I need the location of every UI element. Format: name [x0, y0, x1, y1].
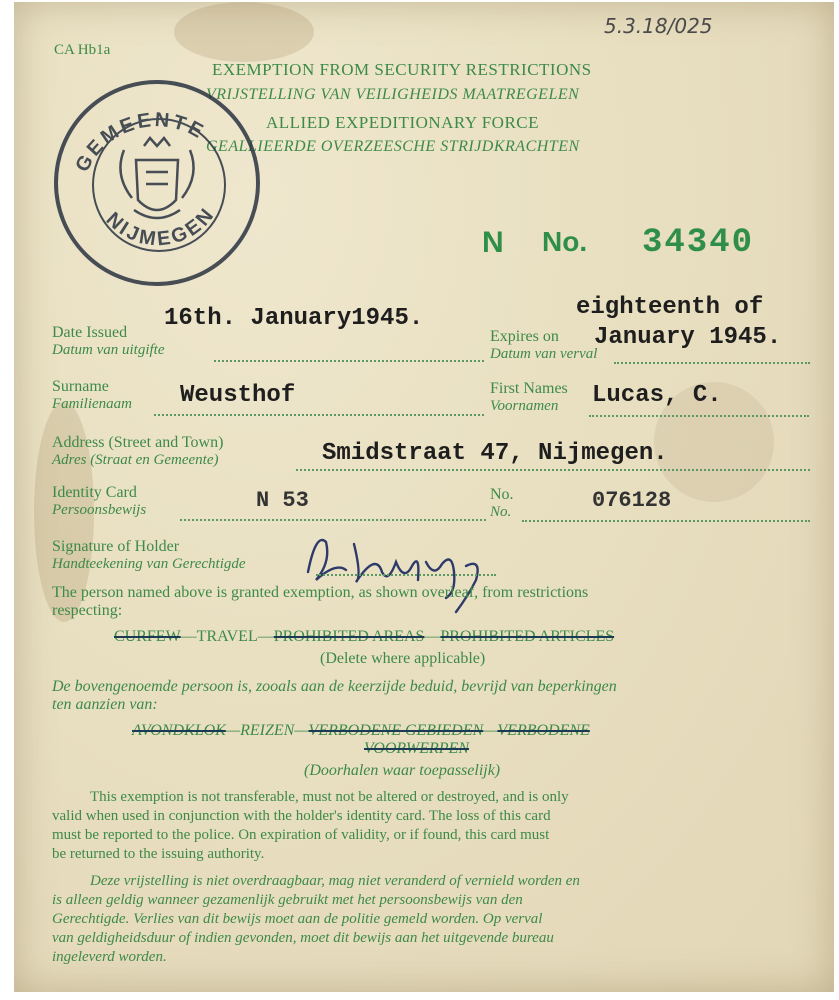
stamp-top-text: GEMEENTE: [71, 108, 210, 176]
first-names-label-en: First Names: [490, 380, 568, 397]
signature-label-nl: Handteekening van Gerechtigde: [52, 556, 246, 572]
serial-number: 34340: [642, 224, 755, 262]
terms-en-line: valid when used in conjunction with the holder's identity card. The loss of this card: [52, 808, 551, 824]
restriction-verbodene-gebieden: VERBODENE GEBIEDEN: [308, 722, 484, 739]
terms-en-line: This exemption is not transferable, must not be altered or destroyed, and is only: [90, 789, 569, 805]
terms-nl-line: Gerechtigde. Verlies van dit bewijs moet aan de politie gemeld worden. Op verval: [52, 911, 543, 927]
stamp-svg: [54, 80, 260, 286]
terms-nl-line: is alleen geldig wanneer gezamenlijk gebruikt met het persoonsbewijs van den: [52, 892, 523, 908]
terms-en-line: must be reported to the police. On expiration of validity, or if found, this card must: [52, 827, 550, 843]
signature-line: [316, 574, 496, 576]
surname-value: Weusthof: [180, 382, 296, 409]
force-nl: GEALLIEERDE OVERZEESCHE STRIJDKRACHTEN: [206, 138, 580, 155]
expires-value-line2: January 1945.: [594, 324, 782, 351]
date-issued-line: [214, 360, 484, 362]
surname-label-nl: Familienaam: [52, 396, 132, 412]
granted-text-line1: The person named above is granted exemption, as shown overleaf, from restrictions: [52, 584, 589, 601]
address-line: [296, 469, 810, 471]
id-no-label-en: No.: [490, 486, 514, 503]
municipal-stamp: [54, 80, 260, 286]
coat-of-arms-icon: [120, 138, 193, 218]
id-no-label-nl: No.: [490, 504, 512, 520]
restriction-verbodene: VERBODENE: [497, 722, 590, 739]
identity-label-nl: Persoonsbewijs: [52, 502, 147, 518]
terms-nl-line: van geldigheidsduur of indien gevonden, moet dit bewijs aan het uitgevende bureau: [52, 930, 554, 946]
restriction-travel: TRAVEL: [196, 628, 258, 645]
restriction-prohibited-articles: PROHIBITED ARTICLES: [440, 628, 615, 645]
id-no-line: [522, 520, 810, 522]
restriction-reizen: REIZEN: [240, 722, 295, 739]
restrictions-nl: AVONDKLOK—REIZEN—VERBODENE GEBIEDEN—VERBODENE: [132, 722, 590, 739]
force-en: ALLIED EXPEDITIONARY FORCE: [266, 113, 540, 132]
svg-text:GEMEENTE: [71, 109, 209, 176]
date-issued-value: 16th. January1945.: [164, 305, 424, 332]
identity-value: N 53: [256, 488, 309, 513]
expires-label-en: Expires on: [490, 328, 559, 345]
title-en: EXEMPTION FROM SECURITY RESTRICTIONS: [212, 60, 592, 79]
expires-line: [614, 362, 810, 364]
terms-paragraph-en: [52, 788, 812, 864]
delete-note-en: (Delete where applicable): [320, 650, 486, 667]
date-issued-label-en: Date Issued: [52, 324, 128, 341]
terms-paragraph-nl: [52, 872, 812, 967]
expires-value-line1: eighteenth of: [576, 294, 764, 321]
surname-label-en: Surname: [52, 378, 109, 395]
restriction-voorwerpen: VOORWERPEN: [364, 740, 469, 757]
date-issued-label-nl: Datum van uitgifte: [52, 342, 165, 358]
expires-label-nl: Datum van verval: [490, 346, 598, 362]
address-value: Smidstraat 47, Nijmegen.: [322, 440, 668, 467]
first-names-line: [589, 415, 809, 417]
restriction-prohibited-areas: PROHIBITED AREAS: [273, 628, 425, 645]
signature-label-en: Signature of Holder: [52, 538, 180, 555]
title-nl: VRIJSTELLING VAN VEILIGHEIDS MAATREGELEN: [206, 86, 580, 103]
surname-line: [154, 414, 484, 416]
identity-line: [180, 519, 486, 521]
id-no-value: 076128: [592, 488, 672, 513]
terms-en-line: be returned to the issuing authority.: [52, 846, 265, 862]
terms-nl-line: ingeleverd worden.: [52, 949, 167, 965]
restriction-avondklok: AVONDKLOK: [132, 722, 226, 739]
exemption-card: [14, 2, 834, 992]
paper-stain: [174, 2, 314, 62]
terms-nl-line: Deze vrijstelling is niet overdraagbaar, mag niet veranderd of vernield worden en: [90, 873, 580, 889]
address-label-en: Address (Street and Town): [52, 434, 224, 451]
stamp-bottom-text: NIJMEGEN: [101, 202, 220, 251]
identity-label-en: Identity Card: [52, 484, 137, 501]
address-label-nl: Adres (Straat en Gemeente): [52, 452, 219, 468]
form-code: CA Hb1a: [54, 42, 111, 58]
serial-prefix: N: [482, 226, 504, 259]
first-names-label-nl: Voornamen: [490, 398, 559, 414]
granted-text-line2: respecting:: [52, 602, 123, 619]
first-names-value: Lucas, C.: [592, 382, 722, 409]
holder-signature: [296, 522, 516, 622]
restriction-curfew: CURFEW: [114, 628, 181, 645]
delete-note-nl: (Doorhalen waar toepasselijk): [304, 762, 501, 779]
nl-granted-line1: De bovengenoemde persoon is, zooals aan de keerzijde beduid, bevrijd van beperkingen: [52, 678, 617, 695]
archive-reference: 5.3.18/025: [604, 14, 713, 38]
serial-no-label: No.: [542, 226, 588, 257]
nl-granted-line2: ten aanzien van:: [52, 696, 158, 713]
restrictions-en: CURFEW—TRAVEL—PROHIBITED AREAS—PROHIBITED ARTICLES: [114, 628, 615, 645]
